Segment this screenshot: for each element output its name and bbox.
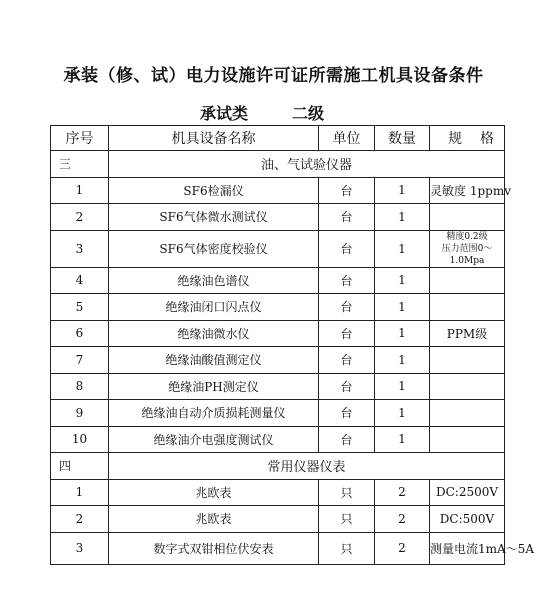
cell-name: 兆欧表 (109, 479, 319, 506)
cell-name: 绝缘油酸值测定仪 (109, 347, 319, 374)
table-row (51, 373, 505, 400)
cell-qty: 1 (375, 373, 430, 400)
cell-spec (430, 267, 505, 294)
cell-qty: 1 (375, 400, 430, 427)
cell-unit: 台 (319, 426, 375, 453)
table-row (51, 479, 505, 506)
cell-no: 4 (51, 267, 109, 294)
cell-spec-line2: 压力范围0～1.0Mpa (441, 243, 493, 266)
cell-qty: 1 (375, 347, 430, 374)
header-spec: 规格 (430, 126, 505, 151)
cell-no: 1 (51, 177, 109, 204)
cell-unit: 台 (319, 320, 375, 347)
cell-no: 10 (51, 426, 109, 453)
cell-spec (430, 347, 505, 374)
cell-spec: 测量电流1mA～5A (430, 532, 505, 564)
cell-no: 6 (51, 320, 109, 347)
cell-unit: 台 (319, 204, 375, 231)
section-row (51, 151, 505, 178)
header-no: 序号 (51, 126, 109, 151)
cell-unit: 台 (319, 347, 375, 374)
section-row (51, 453, 505, 480)
cell-spec: DC:500V (430, 506, 505, 533)
cell-spec-line1: 精度0.2级 (446, 231, 488, 242)
cell-no: 1 (51, 479, 109, 506)
table-row (51, 532, 505, 564)
cell-name: 兆欧表 (109, 506, 319, 533)
section-no: 四 (51, 453, 109, 480)
cell-qty: 2 (375, 506, 430, 533)
cell-qty: 1 (375, 294, 430, 321)
cell-spec (430, 230, 505, 267)
cell-name: 绝缘油PH测定仪 (109, 373, 319, 400)
cell-spec (430, 426, 505, 453)
cell-unit: 台 (319, 373, 375, 400)
cell-name: 绝缘油自动介质损耗测量仪 (109, 400, 319, 427)
cell-qty: 1 (375, 267, 430, 294)
section-name: 油、气试验仪器 (109, 151, 505, 178)
cell-no: 8 (51, 373, 109, 400)
cell-spec (430, 373, 505, 400)
cell-unit: 台 (319, 400, 375, 427)
cell-name: SF6检漏仪 (109, 177, 319, 204)
cell-unit: 只 (319, 532, 375, 564)
cell-unit: 台 (319, 267, 375, 294)
table-row (51, 204, 505, 231)
table-row (51, 230, 505, 267)
cell-spec (430, 204, 505, 231)
cell-no: 5 (51, 294, 109, 321)
header-qty: 数量 (375, 126, 430, 151)
cell-spec (430, 400, 505, 427)
cell-no: 9 (51, 400, 109, 427)
cell-name: SF6气体微水测试仪 (109, 204, 319, 231)
cell-spec (430, 294, 505, 321)
cell-unit: 台 (319, 230, 375, 267)
cell-name: 绝缘油色谱仪 (109, 267, 319, 294)
table-row (51, 347, 505, 374)
table-row (51, 320, 505, 347)
cell-unit: 只 (319, 506, 375, 533)
document-title: 承装（修、试）电力设施许可证所需施工机具设备条件 (63, 66, 484, 86)
table-row (51, 400, 505, 427)
equipment-table (50, 125, 534, 565)
cell-qty: 1 (375, 320, 430, 347)
cell-no: 3 (51, 532, 109, 564)
cell-qty: 2 (375, 532, 430, 564)
cell-name: 绝缘油闭口闪点仪 (109, 294, 319, 321)
cell-qty: 1 (375, 426, 430, 453)
cell-qty: 1 (375, 204, 430, 231)
header-unit: 单位 (319, 126, 375, 151)
cell-no: 2 (51, 506, 109, 533)
table-row (51, 177, 505, 204)
cell-spec: 灵敏度 1ppmv (430, 177, 505, 204)
cell-qty: 1 (375, 230, 430, 267)
cell-name: 绝缘油介电强度测试仪 (109, 426, 319, 453)
cell-unit: 台 (319, 294, 375, 321)
subtitle-category: 承试类 (200, 104, 249, 123)
cell-qty: 1 (375, 177, 430, 204)
table-row (51, 506, 505, 533)
cell-qty: 2 (375, 479, 430, 506)
cell-no: 2 (51, 204, 109, 231)
section-name: 常用仪器仪表 (109, 453, 505, 480)
table-row (51, 294, 505, 321)
cell-no: 7 (51, 347, 109, 374)
document-subtitle (200, 101, 324, 124)
cell-unit: 只 (319, 479, 375, 506)
cell-name: 数字式双钳相位伏安表 (109, 532, 319, 564)
cell-unit: 台 (319, 177, 375, 204)
table-row (51, 267, 505, 294)
cell-name: 绝缘油微水仪 (109, 320, 319, 347)
header-name: 机具设备名称 (109, 126, 319, 151)
subtitle-level: 二级 (292, 104, 325, 123)
table-row (51, 426, 505, 453)
cell-no: 3 (51, 230, 109, 267)
section-no: 三 (51, 151, 109, 178)
cell-name: SF6气体密度校验仪 (109, 230, 319, 267)
table-header-row (51, 126, 505, 151)
cell-spec: DC:2500V (430, 479, 505, 506)
cell-spec: PPM级 (430, 320, 505, 347)
